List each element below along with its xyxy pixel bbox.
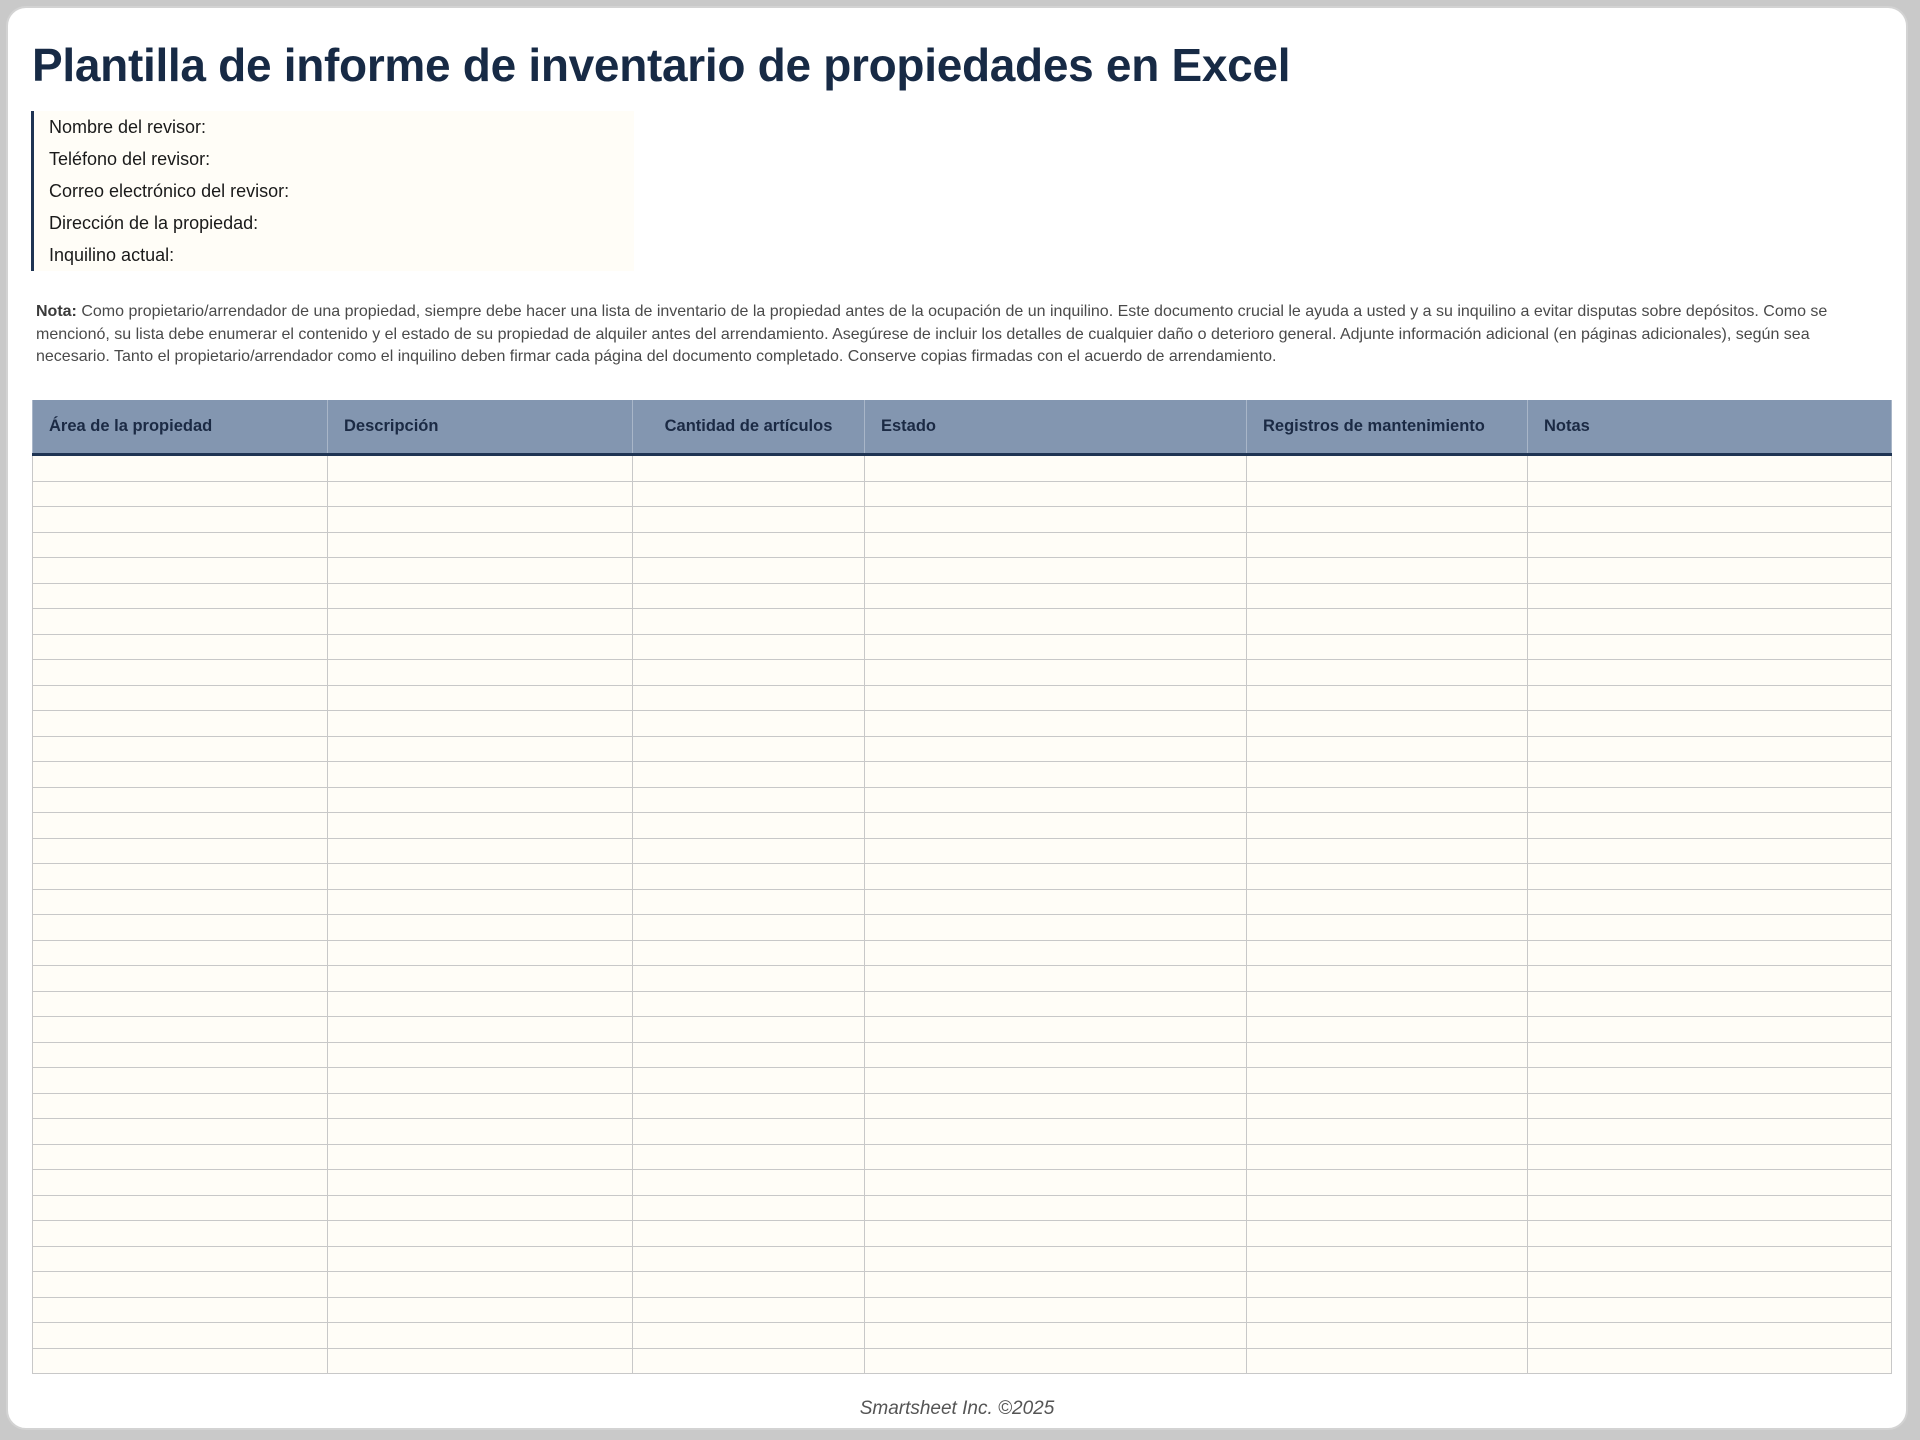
table-cell[interactable] xyxy=(865,634,1247,660)
table-cell[interactable] xyxy=(865,507,1247,533)
table-row xyxy=(33,1323,1892,1349)
table-cell[interactable] xyxy=(633,1144,865,1170)
table-row xyxy=(33,736,1892,762)
table-cell[interactable] xyxy=(328,1017,633,1043)
table-cell[interactable] xyxy=(328,1221,633,1247)
table-cell[interactable] xyxy=(328,1144,633,1170)
table-row xyxy=(33,762,1892,788)
table-cell[interactable] xyxy=(1528,532,1892,558)
table-cell[interactable] xyxy=(865,1297,1247,1323)
table-row xyxy=(33,634,1892,660)
table-cell[interactable] xyxy=(1528,507,1892,533)
table-cell[interactable] xyxy=(328,991,633,1017)
header-condition: Estado xyxy=(865,400,1247,455)
table-cell[interactable] xyxy=(1247,1348,1528,1374)
table-cell[interactable] xyxy=(633,838,865,864)
table-cell[interactable] xyxy=(33,1017,328,1043)
table-cell[interactable] xyxy=(33,583,328,609)
table-cell[interactable] xyxy=(1247,1272,1528,1298)
page-title: Plantilla de informe de inventario de propiedades en Excel xyxy=(32,39,1291,91)
table-cell[interactable] xyxy=(865,838,1247,864)
table-cell[interactable] xyxy=(1247,1093,1528,1119)
table-cell[interactable] xyxy=(328,1246,633,1272)
table-cell[interactable] xyxy=(328,583,633,609)
table-cell[interactable] xyxy=(328,1348,633,1374)
table-cell[interactable] xyxy=(1247,1068,1528,1094)
table-cell[interactable] xyxy=(1528,966,1892,992)
table-cell[interactable] xyxy=(865,1093,1247,1119)
table-cell[interactable] xyxy=(633,660,865,686)
table-cell[interactable] xyxy=(1247,1144,1528,1170)
table-cell[interactable] xyxy=(328,455,633,482)
table-cell[interactable] xyxy=(865,864,1247,890)
table-cell[interactable] xyxy=(1247,889,1528,915)
table-cell[interactable] xyxy=(1247,481,1528,507)
table-row xyxy=(33,787,1892,813)
table-row xyxy=(33,1221,1892,1247)
table-cell[interactable] xyxy=(328,660,633,686)
table-cell[interactable] xyxy=(633,1170,865,1196)
table-cell[interactable] xyxy=(328,838,633,864)
table-cell[interactable] xyxy=(33,634,328,660)
table-cell[interactable] xyxy=(865,1221,1247,1247)
table-cell[interactable] xyxy=(1528,558,1892,584)
table-cell[interactable] xyxy=(328,558,633,584)
table-cell[interactable] xyxy=(1528,1272,1892,1298)
table-cell[interactable] xyxy=(33,991,328,1017)
table-row xyxy=(33,1017,1892,1043)
table-cell[interactable] xyxy=(1247,532,1528,558)
header-maintenance-records: Registros de mantenimiento xyxy=(1247,400,1528,455)
table-cell[interactable] xyxy=(1528,634,1892,660)
table-cell[interactable] xyxy=(865,1042,1247,1068)
table-cell[interactable] xyxy=(1528,1170,1892,1196)
table-cell[interactable] xyxy=(1528,762,1892,788)
table-cell[interactable] xyxy=(1528,583,1892,609)
table-cell[interactable] xyxy=(633,1093,865,1119)
table-cell[interactable] xyxy=(33,1195,328,1221)
table-cell[interactable] xyxy=(865,915,1247,941)
note-paragraph xyxy=(36,301,1882,369)
header-property-area: Área de la propiedad xyxy=(33,400,328,455)
table-cell[interactable] xyxy=(328,1093,633,1119)
table-cell[interactable] xyxy=(1247,1042,1528,1068)
table-cell[interactable] xyxy=(633,532,865,558)
table-cell[interactable] xyxy=(1528,1093,1892,1119)
table-row xyxy=(33,455,1892,482)
table-cell[interactable] xyxy=(33,1348,328,1374)
table-cell[interactable] xyxy=(865,455,1247,482)
table-cell[interactable] xyxy=(633,991,865,1017)
table-row xyxy=(33,1042,1892,1068)
header-notes: Notas xyxy=(1528,400,1892,455)
table-cell[interactable] xyxy=(633,609,865,635)
table-cell[interactable] xyxy=(33,1042,328,1068)
property-address-field[interactable]: Dirección de la propiedad: xyxy=(49,213,259,233)
table-cell[interactable] xyxy=(328,634,633,660)
table-cell[interactable] xyxy=(633,507,865,533)
table-cell[interactable] xyxy=(1528,711,1892,737)
table-cell[interactable] xyxy=(33,1119,328,1145)
table-cell[interactable] xyxy=(1528,915,1892,941)
table-cell[interactable] xyxy=(1247,609,1528,635)
table-cell[interactable] xyxy=(1528,685,1892,711)
table-cell[interactable] xyxy=(633,711,865,737)
table-cell[interactable] xyxy=(328,1195,633,1221)
table-cell[interactable] xyxy=(865,1272,1247,1298)
table-cell[interactable] xyxy=(865,711,1247,737)
table-cell[interactable] xyxy=(1247,455,1528,482)
table-cell[interactable] xyxy=(633,1348,865,1374)
table-cell[interactable] xyxy=(633,1272,865,1298)
table-cell[interactable] xyxy=(865,1068,1247,1094)
table-row xyxy=(33,813,1892,839)
table-cell[interactable] xyxy=(1528,1017,1892,1043)
table-row xyxy=(33,915,1892,941)
note-text: Como propietario/arrendador de una propiedad, siempre debe hacer una lista de inventario de la propiedad antes de la ocupación de un inquilino. Este documento crucial le ayuda a usted y a su inquilino a evitar disputas sobre depósitos. Como se mencionó, su lista debe enumerar el contenido y el estado de su propiedad de alquiler antes del arrendamiento. Asegúrese de incluir los detalles de cualquier daño o deterioro general. Adjunte información adicional (en páginas adicionales), según sea necesario. Tanto el propietario/arrendador como el inquilino deben firmar cada página del documento completado. Conserve copias firmadas con el acuerdo de arrendamiento. xyxy=(36,303,1828,365)
table-cell[interactable] xyxy=(865,660,1247,686)
table-row xyxy=(33,1170,1892,1196)
table-cell[interactable] xyxy=(1528,813,1892,839)
table-row xyxy=(33,966,1892,992)
table-cell[interactable] xyxy=(1528,481,1892,507)
table-cell[interactable] xyxy=(1247,1221,1528,1247)
table-row xyxy=(33,1068,1892,1094)
table-row xyxy=(33,1093,1892,1119)
table-cell[interactable] xyxy=(328,1297,633,1323)
table-cell[interactable] xyxy=(633,583,865,609)
table-cell[interactable] xyxy=(328,507,633,533)
table-row xyxy=(33,1144,1892,1170)
table-cell[interactable] xyxy=(633,1068,865,1094)
table-cell[interactable] xyxy=(328,940,633,966)
table-row xyxy=(33,991,1892,1017)
table-cell[interactable] xyxy=(865,1348,1247,1374)
table-cell[interactable] xyxy=(633,864,865,890)
table-row xyxy=(33,1246,1892,1272)
table-cell[interactable] xyxy=(33,787,328,813)
table-cell[interactable] xyxy=(1247,1246,1528,1272)
table-cell[interactable] xyxy=(865,1323,1247,1349)
table-cell[interactable] xyxy=(328,889,633,915)
table-cell[interactable] xyxy=(33,1170,328,1196)
table-cell[interactable] xyxy=(633,889,865,915)
table-cell[interactable] xyxy=(1247,1195,1528,1221)
table-cell[interactable] xyxy=(633,685,865,711)
table-cell[interactable] xyxy=(865,609,1247,635)
table-cell[interactable] xyxy=(1247,685,1528,711)
table-cell[interactable] xyxy=(33,915,328,941)
table-cell[interactable] xyxy=(633,481,865,507)
table-cell[interactable] xyxy=(1528,1042,1892,1068)
table-cell[interactable] xyxy=(865,1170,1247,1196)
table-row xyxy=(33,1272,1892,1298)
table-cell[interactable] xyxy=(1247,736,1528,762)
table-cell[interactable] xyxy=(33,507,328,533)
table-cell[interactable] xyxy=(1528,864,1892,890)
table-cell[interactable] xyxy=(33,940,328,966)
table-cell[interactable] xyxy=(633,1195,865,1221)
table-cell[interactable] xyxy=(33,455,328,482)
table-cell[interactable] xyxy=(1528,991,1892,1017)
table-cell[interactable] xyxy=(865,558,1247,584)
table-cell[interactable] xyxy=(1247,966,1528,992)
table-cell[interactable] xyxy=(865,889,1247,915)
table-cell[interactable] xyxy=(328,1272,633,1298)
table-cell[interactable] xyxy=(865,532,1247,558)
table-cell[interactable] xyxy=(1247,507,1528,533)
table-cell[interactable] xyxy=(328,736,633,762)
document-sheet xyxy=(6,6,1908,1430)
table-cell[interactable] xyxy=(865,991,1247,1017)
table-cell[interactable] xyxy=(33,532,328,558)
note-label: Nota: xyxy=(36,303,77,320)
table-cell[interactable] xyxy=(1528,1068,1892,1094)
table-cell[interactable] xyxy=(33,1297,328,1323)
table-cell[interactable] xyxy=(33,1272,328,1298)
table-cell[interactable] xyxy=(865,1017,1247,1043)
table-cell[interactable] xyxy=(33,481,328,507)
table-cell[interactable] xyxy=(865,583,1247,609)
table-cell[interactable] xyxy=(1528,1348,1892,1374)
table-cell[interactable] xyxy=(1247,813,1528,839)
table-row xyxy=(33,532,1892,558)
reviewer-email-field[interactable]: Correo electrónico del revisor: xyxy=(49,181,290,201)
table-cell[interactable] xyxy=(1247,1323,1528,1349)
table-cell[interactable] xyxy=(633,736,865,762)
table-header-row xyxy=(33,400,1892,455)
reviewer-phone-field[interactable]: Teléfono del revisor: xyxy=(49,149,211,169)
table-cell[interactable] xyxy=(633,762,865,788)
table-cell[interactable] xyxy=(1247,634,1528,660)
table-cell[interactable] xyxy=(1528,736,1892,762)
table-cell[interactable] xyxy=(1528,1246,1892,1272)
table-cell[interactable] xyxy=(33,1221,328,1247)
table-cell[interactable] xyxy=(865,966,1247,992)
table-row xyxy=(33,507,1892,533)
table-cell[interactable] xyxy=(33,889,328,915)
header-description: Descripción xyxy=(328,400,633,455)
header-item-count: Cantidad de artículos xyxy=(633,400,865,455)
table-cell[interactable] xyxy=(33,966,328,992)
table-cell[interactable] xyxy=(1528,1323,1892,1349)
table-cell[interactable] xyxy=(1528,1144,1892,1170)
table-cell[interactable] xyxy=(328,609,633,635)
table-row xyxy=(33,1297,1892,1323)
table-cell[interactable] xyxy=(633,1221,865,1247)
table-cell[interactable] xyxy=(633,558,865,584)
table-cell[interactable] xyxy=(1528,609,1892,635)
table-cell[interactable] xyxy=(33,1093,328,1119)
table-cell[interactable] xyxy=(633,813,865,839)
table-cell[interactable] xyxy=(865,762,1247,788)
table-cell[interactable] xyxy=(1247,787,1528,813)
table-cell[interactable] xyxy=(1528,889,1892,915)
table-row xyxy=(33,685,1892,711)
table-cell[interactable] xyxy=(328,711,633,737)
current-tenant-field[interactable]: Inquilino actual: xyxy=(49,245,175,265)
table-row xyxy=(33,711,1892,737)
table-cell[interactable] xyxy=(633,966,865,992)
table-cell[interactable] xyxy=(1528,1221,1892,1247)
table-cell[interactable] xyxy=(33,1246,328,1272)
table-cell[interactable] xyxy=(1528,455,1892,482)
table-cell[interactable] xyxy=(1528,660,1892,686)
table-cell[interactable] xyxy=(328,481,633,507)
table-cell[interactable] xyxy=(633,1119,865,1145)
table-row xyxy=(33,609,1892,635)
table-cell[interactable] xyxy=(328,685,633,711)
table-cell[interactable] xyxy=(1247,660,1528,686)
table-cell[interactable] xyxy=(33,685,328,711)
table-cell[interactable] xyxy=(328,1119,633,1145)
table-row xyxy=(33,940,1892,966)
table-row xyxy=(33,864,1892,890)
table-body xyxy=(33,455,1892,1374)
footer-copyright: Smartsheet Inc. ©2025 xyxy=(859,1398,1055,1419)
table-cell[interactable] xyxy=(328,966,633,992)
table-cell[interactable] xyxy=(328,864,633,890)
table-row xyxy=(33,1195,1892,1221)
table-cell[interactable] xyxy=(328,1170,633,1196)
table-cell[interactable] xyxy=(328,1068,633,1094)
table-cell[interactable] xyxy=(328,813,633,839)
table-cell[interactable] xyxy=(1247,558,1528,584)
inventory-table xyxy=(32,400,1892,1374)
table-row xyxy=(33,838,1892,864)
table-cell[interactable] xyxy=(328,762,633,788)
table-cell[interactable] xyxy=(865,1144,1247,1170)
table-cell[interactable] xyxy=(1247,762,1528,788)
table-cell[interactable] xyxy=(1247,940,1528,966)
table-cell[interactable] xyxy=(633,455,865,482)
table-row xyxy=(33,558,1892,584)
table-cell[interactable] xyxy=(33,762,328,788)
table-cell[interactable] xyxy=(865,1119,1247,1145)
table-row xyxy=(33,660,1892,686)
table-cell[interactable] xyxy=(1528,1195,1892,1221)
table-cell[interactable] xyxy=(328,1323,633,1349)
table-cell[interactable] xyxy=(1528,838,1892,864)
table-cell[interactable] xyxy=(33,1323,328,1349)
table-cell[interactable] xyxy=(633,787,865,813)
table-cell[interactable] xyxy=(1528,1297,1892,1323)
table-cell[interactable] xyxy=(865,736,1247,762)
table-cell[interactable] xyxy=(1528,787,1892,813)
table-cell[interactable] xyxy=(633,634,865,660)
table-cell[interactable] xyxy=(1528,1119,1892,1145)
table-cell[interactable] xyxy=(33,1144,328,1170)
reviewer-name-field[interactable]: Nombre del revisor: xyxy=(49,117,207,137)
table-cell[interactable] xyxy=(633,940,865,966)
table-cell[interactable] xyxy=(33,864,328,890)
table-cell[interactable] xyxy=(33,711,328,737)
table-cell[interactable] xyxy=(865,1246,1247,1272)
table-cell[interactable] xyxy=(33,736,328,762)
table-cell[interactable] xyxy=(33,558,328,584)
reviewer-info-block xyxy=(31,111,634,271)
table-cell[interactable] xyxy=(865,813,1247,839)
table-cell[interactable] xyxy=(33,1068,328,1094)
table-cell[interactable] xyxy=(1247,583,1528,609)
table-cell[interactable] xyxy=(328,787,633,813)
table-cell[interactable] xyxy=(33,660,328,686)
table-row xyxy=(33,481,1892,507)
table-cell[interactable] xyxy=(865,1195,1247,1221)
table-cell[interactable] xyxy=(633,1297,865,1323)
table-cell[interactable] xyxy=(865,787,1247,813)
table-cell[interactable] xyxy=(1247,1119,1528,1145)
table-cell[interactable] xyxy=(865,685,1247,711)
table-row xyxy=(33,889,1892,915)
table-cell[interactable] xyxy=(633,1042,865,1068)
table-row xyxy=(33,1348,1892,1374)
table-row xyxy=(33,1119,1892,1145)
table-cell[interactable] xyxy=(1528,940,1892,966)
table-cell[interactable] xyxy=(1247,864,1528,890)
table-cell[interactable] xyxy=(1247,1297,1528,1323)
table-cell[interactable] xyxy=(865,481,1247,507)
table-row xyxy=(33,583,1892,609)
table-cell[interactable] xyxy=(1247,1170,1528,1196)
table-cell[interactable] xyxy=(633,915,865,941)
table-cell[interactable] xyxy=(1247,1017,1528,1043)
table-cell[interactable] xyxy=(328,532,633,558)
table-cell[interactable] xyxy=(1247,915,1528,941)
table-cell[interactable] xyxy=(1247,991,1528,1017)
table-cell[interactable] xyxy=(633,1323,865,1349)
table-cell[interactable] xyxy=(633,1246,865,1272)
table-cell[interactable] xyxy=(328,915,633,941)
table-cell[interactable] xyxy=(33,813,328,839)
table-cell[interactable] xyxy=(865,940,1247,966)
table-cell[interactable] xyxy=(1247,711,1528,737)
table-cell[interactable] xyxy=(33,609,328,635)
table-cell[interactable] xyxy=(328,1042,633,1068)
table-cell[interactable] xyxy=(33,838,328,864)
table-cell[interactable] xyxy=(633,1017,865,1043)
table-cell[interactable] xyxy=(1247,838,1528,864)
